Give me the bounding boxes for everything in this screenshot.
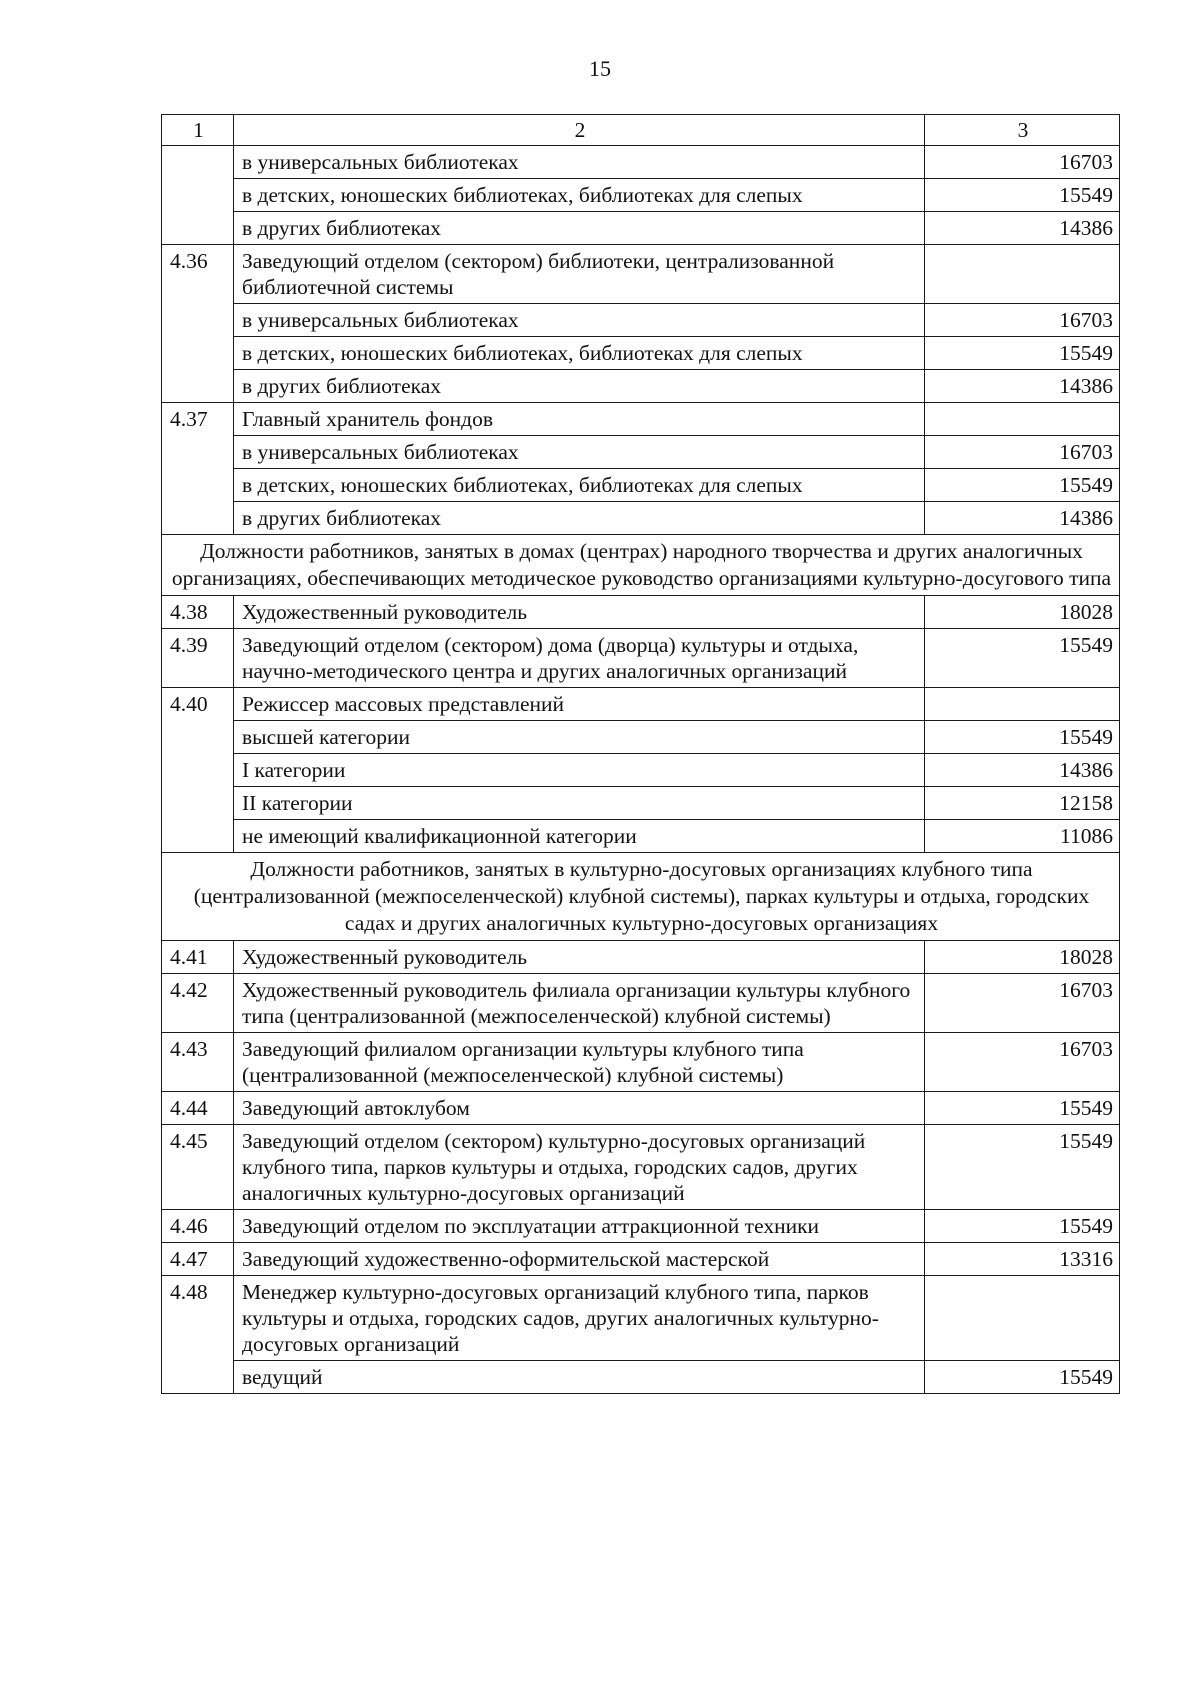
row-name: Заведующий автоклубом (234, 1092, 925, 1125)
row-value: 15549 (925, 179, 1120, 212)
row-name: Художественный руководитель филиала организации культуры клубного типа (централизованной (межпоселенческой) клубной системы) (234, 974, 925, 1033)
row-name: в универсальных библиотеках (234, 304, 925, 337)
row-number: 4.47 (162, 1243, 234, 1276)
row-name: Режиссер массовых представлений (234, 688, 925, 721)
row-name: II категории (234, 787, 925, 820)
section-row (162, 535, 1120, 596)
table-row (162, 1033, 1120, 1092)
row-name: в универсальных библиотеках (234, 146, 925, 179)
row-value: 16703 (925, 304, 1120, 337)
row-name: Заведующий филиалом организации культуры клубного типа (централизованной (межпоселенческой) клубной системы) (234, 1033, 925, 1092)
row-name: Менеджер культурно-досуговых организаций клубного типа, парков культуры и отдыха, городских садов, других аналогичных культурно-досуговых организаций (234, 1276, 925, 1361)
table-row (162, 787, 1120, 820)
row-name: не имеющий квалификационной категории (234, 820, 925, 853)
row-name: I категории (234, 754, 925, 787)
table-row (162, 1092, 1120, 1125)
row-value: 16703 (925, 974, 1120, 1033)
table-row (162, 820, 1120, 853)
row-number: 4.45 (162, 1125, 234, 1210)
table-row (162, 469, 1120, 502)
row-value: 16703 (925, 1033, 1120, 1092)
row-value: 15549 (925, 629, 1120, 688)
row-value-empty (925, 1276, 1120, 1361)
row-name: в других библиотеках (234, 212, 925, 245)
table-row (162, 212, 1120, 245)
row-value: 14386 (925, 370, 1120, 403)
row-name: в детских, юношеских библиотеках, библиотеках для слепых (234, 179, 925, 212)
row-number: 4.38 (162, 596, 234, 629)
row-value: 18028 (925, 941, 1120, 974)
table-row (162, 304, 1120, 337)
table-header-row (162, 115, 1120, 146)
table-row (162, 629, 1120, 688)
table-row (162, 688, 1120, 721)
row-name: в универсальных библиотеках (234, 436, 925, 469)
table-row (162, 974, 1120, 1033)
row-name: в детских, юношеских библиотеках, библиотеках для слепых (234, 337, 925, 370)
row-name: Заведующий художественно-оформительской мастерской (234, 1243, 925, 1276)
row-number: 4.48 (162, 1276, 234, 1394)
table-row (162, 721, 1120, 754)
row-value: 16703 (925, 436, 1120, 469)
page-number: 15 (589, 56, 611, 81)
row-value-empty (925, 688, 1120, 721)
table-row (162, 146, 1120, 179)
row-value: 15549 (925, 1210, 1120, 1243)
row-value: 11086 (925, 820, 1120, 853)
column-header-1: 1 (162, 115, 234, 146)
column-header-2: 2 (234, 115, 925, 146)
table-row (162, 1276, 1120, 1361)
row-value-empty (925, 403, 1120, 436)
row-number: 4.46 (162, 1210, 234, 1243)
table-row (162, 1210, 1120, 1243)
table-row (162, 941, 1120, 974)
section-row (162, 853, 1120, 941)
row-name: Заведующий отделом (сектором) дома (дворца) культуры и отдыха, научно-методического центра и других аналогичных организаций (234, 629, 925, 688)
table-row (162, 754, 1120, 787)
row-number: 4.39 (162, 629, 234, 688)
table-row (162, 403, 1120, 436)
row-value: 15549 (925, 1092, 1120, 1125)
row-name: ведущий (234, 1361, 925, 1394)
row-name: в детских, юношеских библиотеках, библиотеках для слепых (234, 469, 925, 502)
row-name: Художественный руководитель (234, 941, 925, 974)
row-number-empty (162, 146, 234, 245)
row-value-empty (925, 245, 1120, 304)
row-value: 15549 (925, 1361, 1120, 1394)
row-number: 4.44 (162, 1092, 234, 1125)
row-value: 14386 (925, 212, 1120, 245)
row-number: 4.40 (162, 688, 234, 853)
row-name: в других библиотеках (234, 370, 925, 403)
table-row (162, 370, 1120, 403)
row-number: 4.36 (162, 245, 234, 403)
row-name: Главный хранитель фондов (234, 403, 925, 436)
row-name: Художественный руководитель (234, 596, 925, 629)
table-row (162, 1243, 1120, 1276)
row-value: 15549 (925, 1125, 1120, 1210)
table-row (162, 502, 1120, 535)
row-name: Заведующий отделом по эксплуатации аттракционной техники (234, 1210, 925, 1243)
row-name: Заведующий отделом (сектором) библиотеки, централизованной библиотечной системы (234, 245, 925, 304)
table-row (162, 436, 1120, 469)
table-row (162, 1361, 1120, 1394)
row-name: высшей категории (234, 721, 925, 754)
row-number: 4.43 (162, 1033, 234, 1092)
row-number: 4.37 (162, 403, 234, 535)
column-header-3: 3 (925, 115, 1120, 146)
salary-table (161, 114, 1120, 1394)
row-value: 15549 (925, 337, 1120, 370)
table-row (162, 1125, 1120, 1210)
row-number: 4.42 (162, 974, 234, 1033)
row-value: 15549 (925, 721, 1120, 754)
section-heading: Должности работников, занятых в культурно-досуговых организациях клубного типа (централизованной (межпоселенческой) клубной системы), парках культуры и отдыха, городских садах и других аналогичных культурно-досуговых организациях (162, 853, 1120, 941)
row-name: в других библиотеках (234, 502, 925, 535)
table-row (162, 245, 1120, 304)
section-heading: Должности работников, занятых в домах (центрах) народного творчества и других аналогичных организациях, обеспечивающих методическое руководство организациями культурно-досугового типа (162, 535, 1120, 596)
row-value: 16703 (925, 146, 1120, 179)
row-value: 12158 (925, 787, 1120, 820)
table-row (162, 179, 1120, 212)
row-value: 18028 (925, 596, 1120, 629)
row-number: 4.41 (162, 941, 234, 974)
table-row (162, 596, 1120, 629)
row-value: 14386 (925, 502, 1120, 535)
table-row (162, 337, 1120, 370)
row-name: Заведующий отделом (сектором) культурно-досуговых организаций клубного типа, парков культуры и отдыха, городских садов, других аналогичных культурно-досуговых организаций (234, 1125, 925, 1210)
row-value: 14386 (925, 754, 1120, 787)
row-value: 13316 (925, 1243, 1120, 1276)
row-value: 15549 (925, 469, 1120, 502)
